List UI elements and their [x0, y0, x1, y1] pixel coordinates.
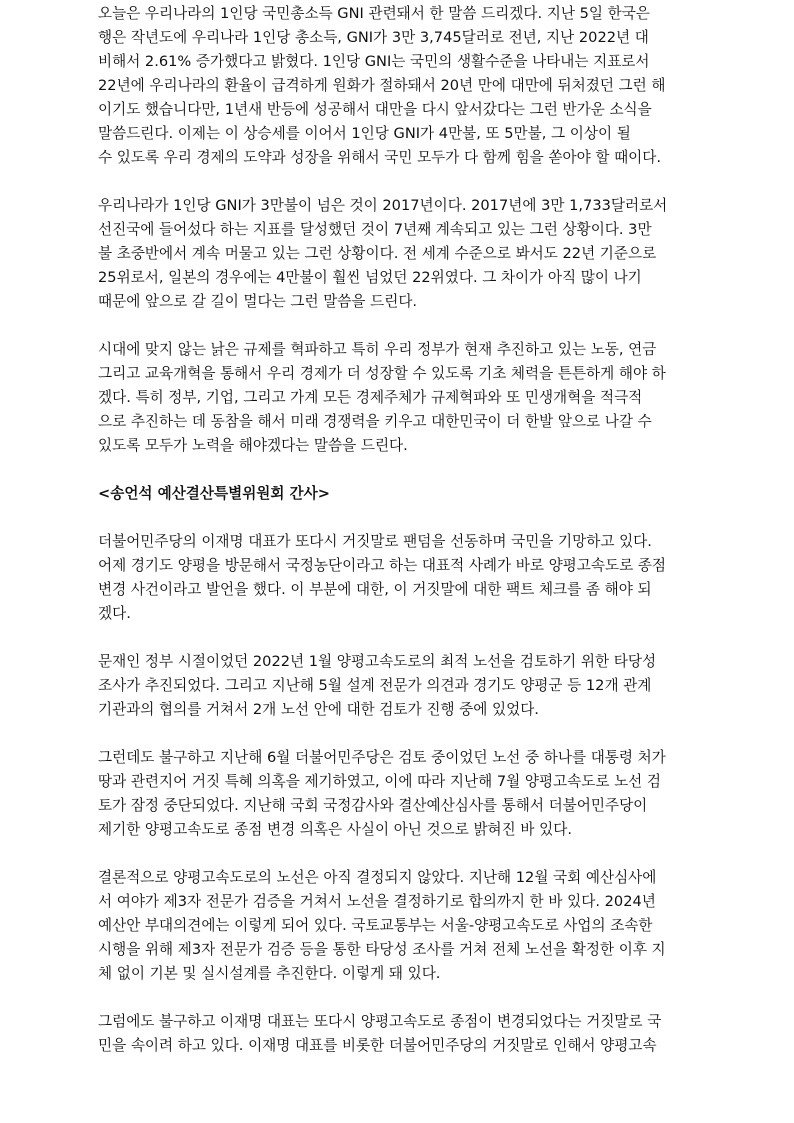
- text-line: 22년에 우리나라의 환율이 급격하게 원화가 절하돼서 20년 만에 대만에 뒤처졌던 그런 해: [98, 77, 666, 94]
- paragraph-feasibility-study: [98, 650, 698, 722]
- text-line: 있도록 모두가 노력을 해야겠다는 말씀을 드린다.: [98, 437, 408, 454]
- paragraph-reform: [98, 338, 698, 458]
- text-line: 기관과의 협의를 거쳐서 2개 노선 안에 대한 검토가 진행 중에 있었다.: [98, 701, 539, 718]
- text-line: 변경 사건이라고 발언을 했다. 이 부분에 대한, 이 거짓말에 대한 팩트 체크를 좀 해야 되: [98, 581, 652, 598]
- text-line: 우리나라가 1인당 GNI가 3만불이 넘은 것이 2017년이다. 2017년에 3만 1,733달러로서: [98, 197, 668, 214]
- text-line: 서 여야가 제3자 전문가 검증을 거쳐서 노선을 결정하기로 합의까지 한 바 있다. 2024년: [98, 893, 656, 910]
- text-line: 이기도 했습니다만, 1년새 반등에 성공해서 대만을 다시 앞서갔다는 그런 반가운 소식을: [98, 101, 652, 118]
- text-line: 민을 속이려 하고 있다. 이재명 대표를 비롯한 더불어민주당의 거짓말로 인해서 양평고속: [98, 1037, 657, 1054]
- text-line: 그럼에도 불구하고 이재명 대표는 또다시 양평고속도로 종점이 변경되었다는 거짓말로 국: [98, 1013, 662, 1030]
- text-line: 25위로서, 일본의 경우에는 4만불이 훨씬 넘었던 22위였다. 그 차이가 아직 많이 나기: [98, 269, 642, 286]
- text-line: 행은 작년도에 우리나라 1인당 총소득, GNI가 3만 3,745달러로 전년, 지난 2022년 대: [98, 29, 649, 46]
- text-line: 더불어민주당의 이재명 대표가 또다시 거짓말로 팬덤을 선동하며 국민을 기망하고 있다.: [98, 533, 652, 550]
- text-line: 오늘은 우리나라의 1인당 국민총소득 GNI 관련돼서 한 말씀 드리겠다. 지난 5일 한국은: [98, 5, 650, 22]
- heading-text: <송언석 예산결산특별위원회 간사>: [98, 485, 330, 502]
- text-line: 어제 경기도 양평을 방문해서 국정농단이라고 하는 대표적 사례가 바로 양평고속도로 종점: [98, 557, 667, 574]
- paragraph-gni-announcement: [98, 2, 698, 170]
- text-line: 땅과 관련지어 거짓 특혜 의혹을 제기하였고, 이에 따라 지난해 7월 양평고속도로 노선 검: [98, 773, 662, 790]
- text-line: 그런데도 불구하고 지난해 6월 더불어민주당은 검토 중이었던 노선 중 하나를 대통령 처가: [98, 749, 666, 766]
- text-line: 시행을 위해 제3자 전문가 검증 등을 통한 타당성 조사를 거쳐 전체 노선을 확정한 이후 지: [98, 941, 666, 958]
- text-line: 겠다.: [98, 605, 131, 622]
- speaker-heading: [98, 482, 698, 506]
- paragraph-closing: [98, 1010, 698, 1058]
- text-line: 때문에 앞으로 갈 길이 멀다는 그런 말씀을 드린다.: [98, 293, 418, 310]
- text-line: 말씀드린다. 이제는 이 상승세를 이어서 1인당 GNI가 4만불, 또 5만불, 그 이상이 될: [98, 125, 631, 142]
- text-line: 불 초중반에서 계속 머물고 있는 그런 상황이다. 전 세계 수준으로 봐서도 22년 기준으로: [98, 245, 657, 262]
- document-page: [98, 2, 698, 1082]
- text-line: 토가 잠정 중단되었다. 지난해 국회 국정감사와 결산예산심사를 통해서 더불어민주당이: [98, 797, 648, 814]
- text-line: 으로 추진하는 데 동참을 해서 미래 경쟁력을 키우고 대한민국이 더 한발 앞으로 나갈 수: [98, 413, 652, 430]
- paragraph-lee-claim: [98, 530, 698, 626]
- text-line: 예산안 부대의견에는 이렇게 되어 있다. 국토교통부는 서울-양평고속도로 사업의 조속한: [98, 917, 653, 934]
- text-line: 비해서 2.61% 증가했다고 밝혔다. 1인당 GNI는 국민의 생활수준을 나타내는 지표로서: [98, 53, 650, 70]
- paragraph-conclusion: [98, 866, 698, 986]
- text-line: 체 없이 기본 및 실시설계를 추진한다. 이렇게 돼 있다.: [98, 965, 441, 982]
- text-line: 그리고 교육개혁을 통해서 우리 경제가 더 성장할 수 있도록 기초 체력을 튼튼하게 해야 하: [98, 365, 666, 382]
- text-line: 겠다. 특히 정부, 기업, 그리고 가계 모든 경제주체가 규제혁파와 또 민생개혁을 적극적: [98, 389, 643, 406]
- text-line: 시대에 맞지 않는 낡은 규제를 혁파하고 특히 우리 정부가 현재 추진하고 있는 노동, 연금: [98, 341, 657, 358]
- text-line: 제기한 양평고속도로 종점 변경 의혹은 사실이 아닌 것으로 밝혀진 바 있다.: [98, 821, 572, 838]
- text-line: 조사가 추진되었다. 그리고 지난해 5월 설계 전문가 의견과 경기도 양평군 등 12개 관계: [98, 677, 652, 694]
- paragraph-gni-history: [98, 194, 698, 314]
- text-line: 수 있도록 우리 경제의 도약과 성장을 위해서 국민 모두가 다 함께 힘을 쏟아야 할 때이다.: [98, 149, 662, 166]
- text-line: 선진국에 들어섰다 하는 지표를 달성했던 것이 7년째 계속되고 있는 그런 상황이다. 3만: [98, 221, 652, 238]
- paragraph-suspension: [98, 746, 698, 842]
- text-line: 결론적으로 양평고속도로의 노선은 아직 결정되지 않았다. 지난해 12월 국회 예산심사에: [98, 869, 657, 886]
- text-line: 문재인 정부 시절이었던 2022년 1월 양평고속도로의 최적 노선을 검토하기 위한 타당성: [98, 653, 657, 670]
